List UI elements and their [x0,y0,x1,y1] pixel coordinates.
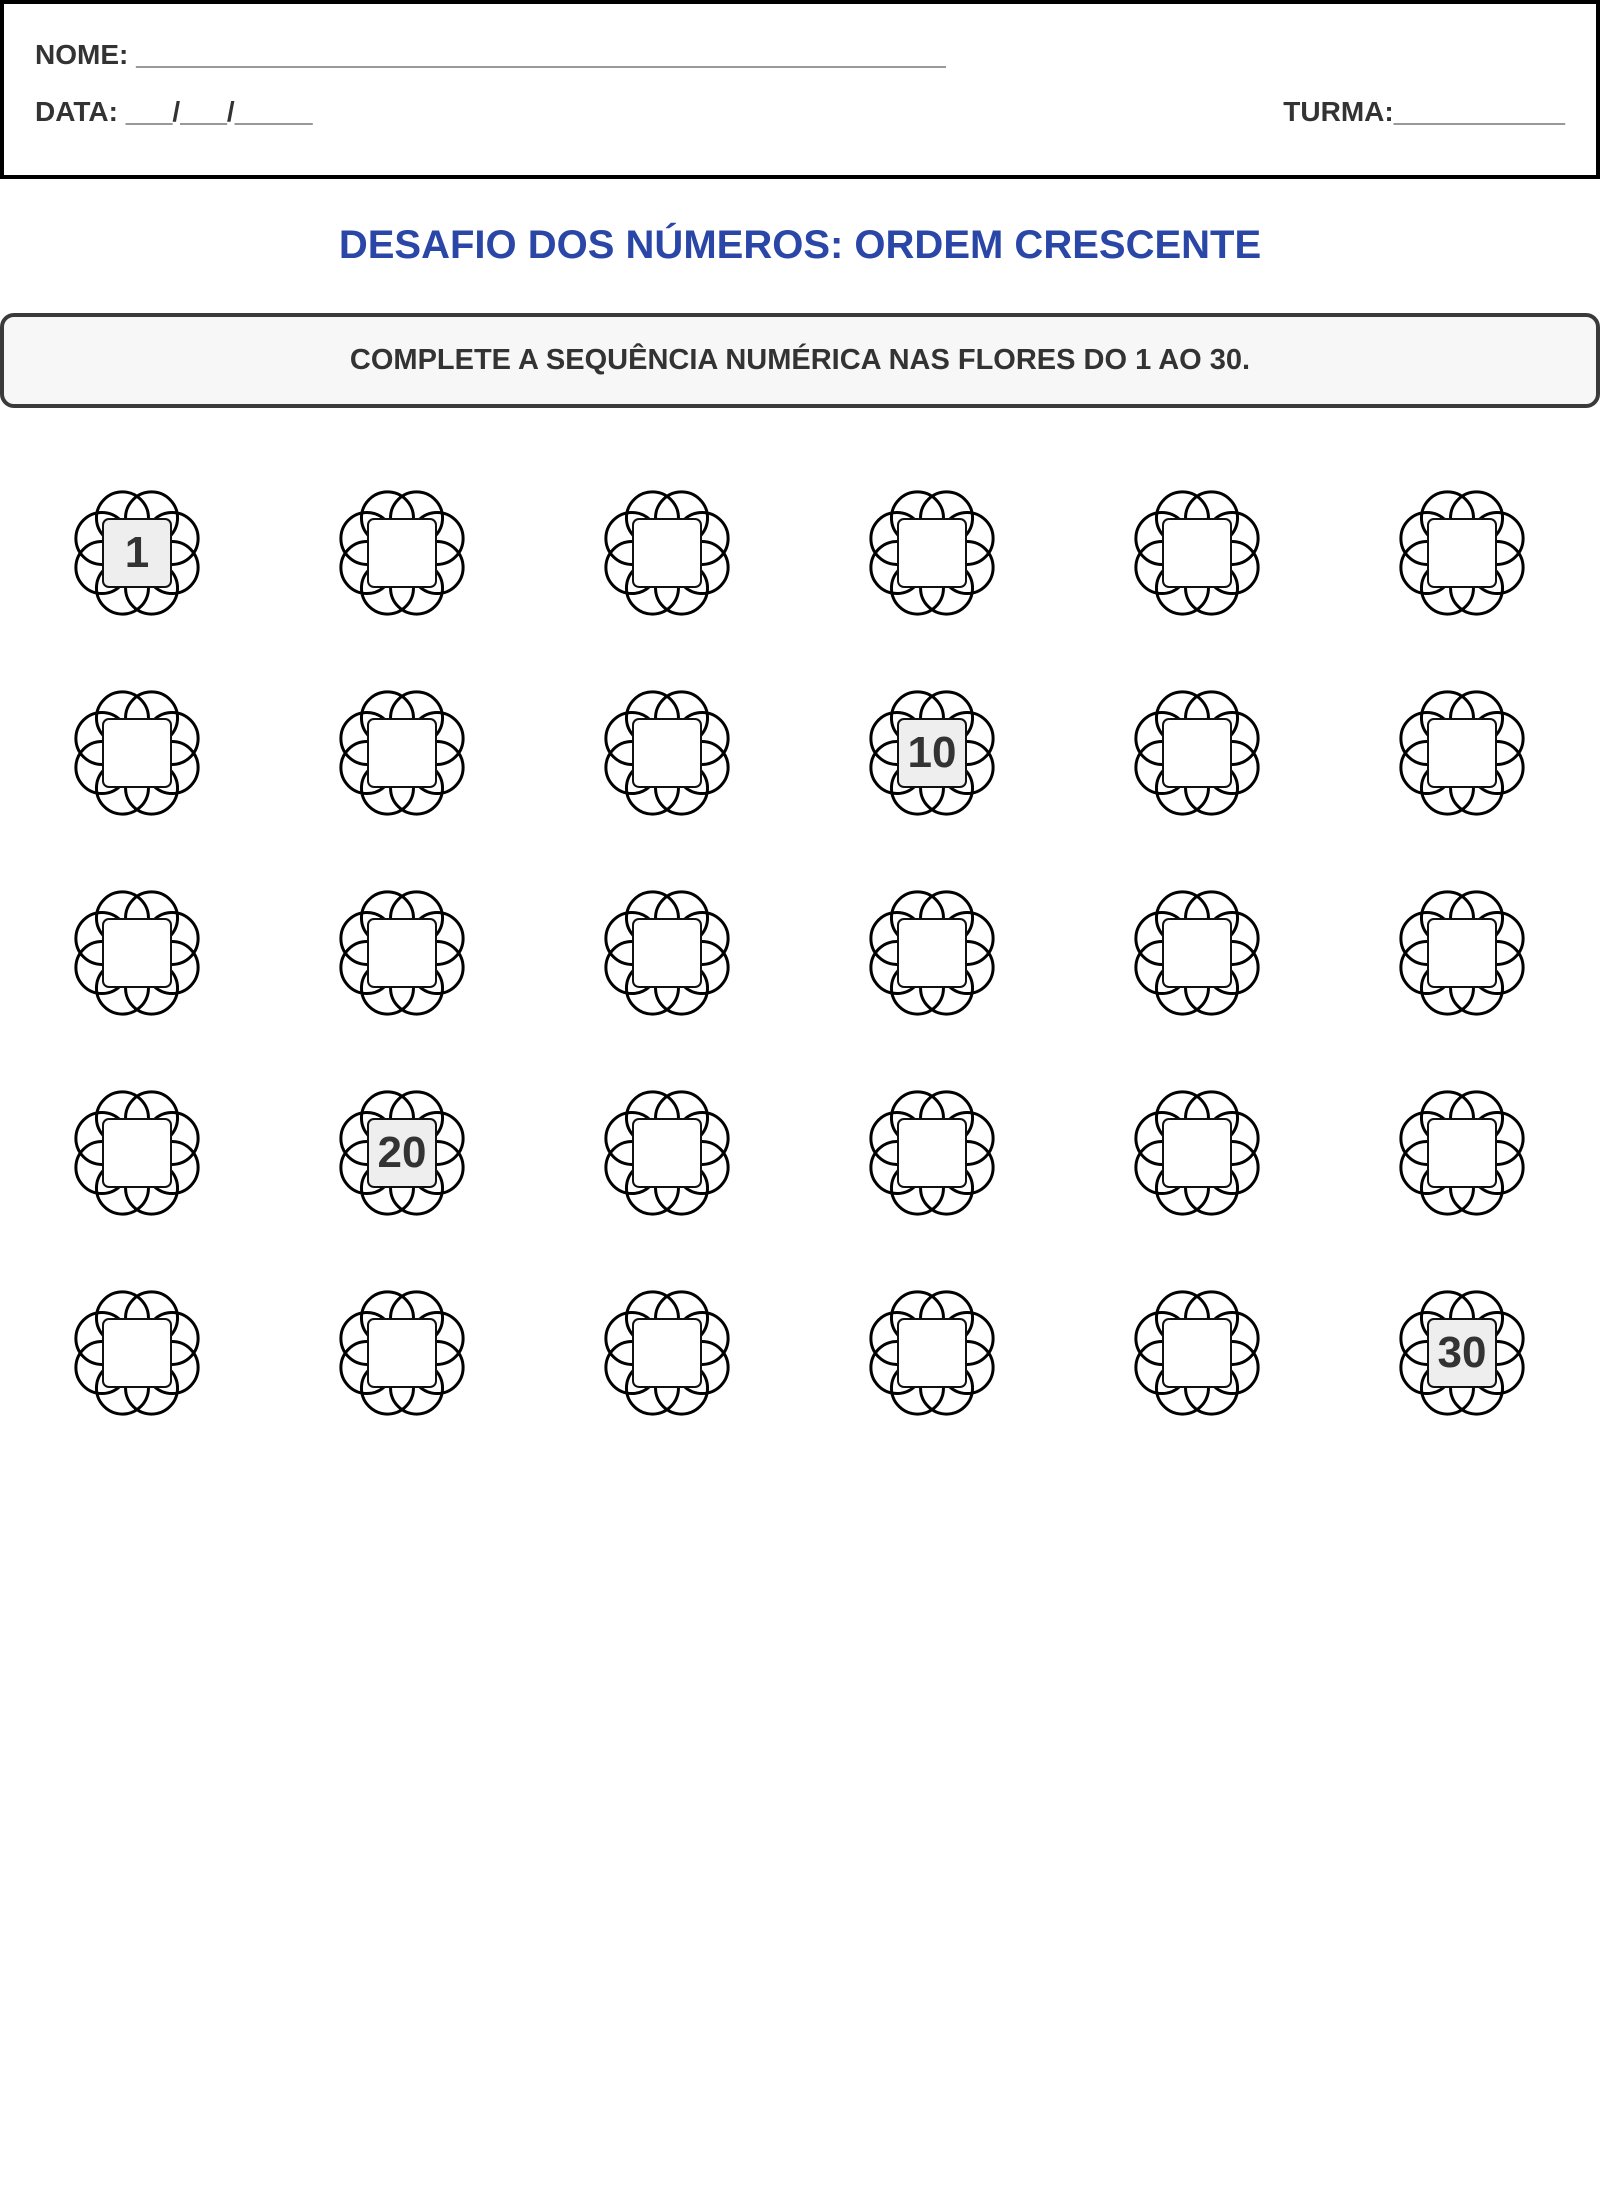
flower [592,1278,742,1428]
flower [857,1278,1007,1428]
date-field[interactable]: DATA: ___/___/_____ [35,96,313,127]
instruction-text: COMPLETE A SEQUÊNCIA NUMÉRICA NAS FLORES DO 1 AO 30. [349,344,1251,376]
flower [62,1078,212,1228]
flower [592,878,742,1028]
flower [62,678,212,828]
number-box[interactable] [632,918,702,988]
flower [327,478,477,628]
flower [857,478,1007,628]
number-box[interactable] [1162,918,1232,988]
number-box[interactable] [1162,1118,1232,1188]
number-box[interactable] [1427,718,1497,788]
flower [857,678,1007,828]
number-box: 20 [367,1118,437,1188]
flower [327,1078,477,1228]
number-box[interactable] [1162,1318,1232,1388]
number-box[interactable] [367,1318,437,1388]
number-box[interactable] [1427,918,1497,988]
flower [327,678,477,828]
number-box[interactable] [632,718,702,788]
name-field[interactable]: NOME: ____________________________________________________ [35,39,946,70]
flower [592,478,742,628]
flower [62,1278,212,1428]
flower [592,678,742,828]
number-box[interactable] [102,1118,172,1188]
number-box[interactable] [102,1318,172,1388]
class-field[interactable]: TURMA:___________ [1283,96,1565,127]
number-box[interactable] [897,1118,967,1188]
number-box: 1 [102,518,172,588]
flower [1122,478,1272,628]
number-box[interactable] [102,918,172,988]
flower [1387,1278,1537,1428]
flower [592,1078,742,1228]
flower [1122,1078,1272,1228]
flower [327,1278,477,1428]
number-box[interactable] [897,918,967,988]
flower [62,878,212,1028]
number-box[interactable] [897,518,967,588]
number-box[interactable] [1162,518,1232,588]
flower [1122,878,1272,1028]
number-box[interactable] [367,518,437,588]
flower [857,1078,1007,1228]
number-box[interactable] [102,718,172,788]
number-box[interactable] [632,1118,702,1188]
number-box[interactable] [632,1318,702,1388]
number-box: 30 [1427,1318,1497,1388]
flower [1122,678,1272,828]
flower [1387,878,1537,1028]
flower [1387,1078,1537,1228]
number-box: 10 [897,718,967,788]
number-box[interactable] [632,518,702,588]
flower [1387,678,1537,828]
number-box[interactable] [1427,518,1497,588]
number-box[interactable] [367,718,437,788]
number-box[interactable] [897,1318,967,1388]
flower [1387,478,1537,628]
number-box[interactable] [1162,718,1232,788]
number-box[interactable] [1427,1118,1497,1188]
worksheet-title: DESAFIO DOS NÚMEROS: ORDEM CRESCENTE [338,223,1262,267]
number-box[interactable] [367,918,437,988]
flower [327,878,477,1028]
flower [62,478,212,628]
flower [857,878,1007,1028]
flower [1122,1278,1272,1428]
